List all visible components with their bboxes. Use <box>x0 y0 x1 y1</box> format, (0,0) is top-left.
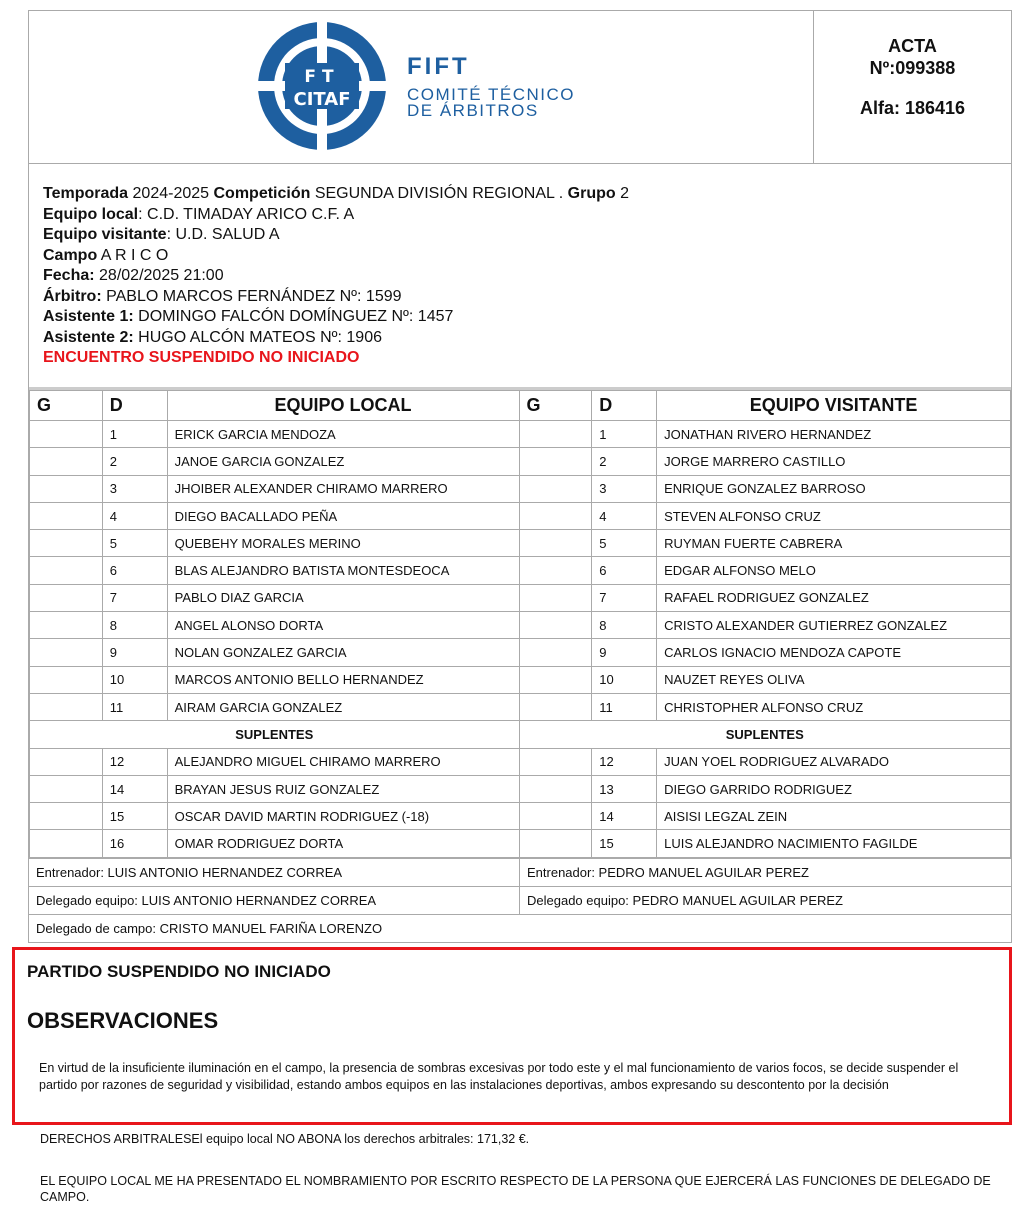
local-team-line: Equipo local: C.D. TIMADAY ARICO C.F. A <box>43 205 355 223</box>
logo-text-top: FT <box>304 67 340 87</box>
local-coach: Entrenador: LUIS ANTONIO HERNANDEZ CORREA <box>29 859 520 886</box>
local-dorsal: 15 <box>102 803 167 830</box>
visitor-player-name: AISISI LEGZAL ZEIN <box>657 803 1011 830</box>
local-dorsal: 12 <box>102 748 167 775</box>
visitor-g-cell <box>519 448 592 475</box>
visitor-dorsal: 9 <box>592 639 657 666</box>
visitor-player-name: JUAN YOEL RODRIGUEZ ALVARADO <box>657 748 1011 775</box>
visitor-g-cell <box>519 502 592 529</box>
acta-title: ACTA <box>888 36 937 56</box>
local-dorsal: 4 <box>102 502 167 529</box>
visitor-dorsal: 13 <box>592 775 657 802</box>
document-header <box>29 11 1011 164</box>
col-g-visitor: G <box>519 391 592 421</box>
local-g-cell <box>30 775 103 802</box>
visitor-player-name: NAUZET REYES OLIVA <box>657 666 1011 693</box>
local-dorsal: 6 <box>102 557 167 584</box>
visitor-player-name: ENRIQUE GONZALEZ BARROSO <box>657 475 1011 502</box>
date-line: Fecha: 28/02/2025 21:00 <box>43 267 224 284</box>
visitor-dorsal: 10 <box>592 666 657 693</box>
table-row <box>30 448 1011 475</box>
col-d-visitor: D <box>592 391 657 421</box>
local-dorsal: 9 <box>102 639 167 666</box>
local-dorsal: 5 <box>102 530 167 557</box>
observations-box <box>12 947 1012 1125</box>
table-row <box>30 693 1011 720</box>
local-player-name: JHOIBER ALEXANDER CHIRAMO MARRERO <box>167 475 519 502</box>
acta-document <box>28 10 1012 943</box>
local-player-name: JANOE GARCIA GONZALEZ <box>167 448 519 475</box>
local-g-cell <box>30 530 103 557</box>
local-g-cell <box>30 803 103 830</box>
local-subs-label: SUPLENTES <box>30 721 520 748</box>
fees-note: DERECHOS ARBITRALESEl equipo local NO ABONA los derechos arbitrales: 171,32 €. <box>40 1132 530 1146</box>
delegate-row <box>29 886 1011 914</box>
starters-body <box>30 421 1011 721</box>
table-row <box>30 530 1011 557</box>
visitor-player-name: JONATHAN RIVERO HERNANDEZ <box>657 421 1011 448</box>
match-info <box>29 164 1011 390</box>
table-row <box>30 502 1011 529</box>
visitor-dorsal: 1 <box>592 421 657 448</box>
local-player-name: OSCAR DAVID MARTIN RODRIGUEZ (-18) <box>167 803 519 830</box>
visitor-dorsal: 15 <box>592 830 657 857</box>
local-g-cell <box>30 639 103 666</box>
season-line: Temporada 2024-2025 Competición SEGUNDA DIVISIÓN REGIONAL . Grupo 2 <box>43 185 629 202</box>
table-row <box>30 775 1011 802</box>
field-delegate-row <box>29 914 1011 942</box>
local-player-name: NOLAN GONZALEZ GARCIA <box>167 639 519 666</box>
lineup-header-row <box>30 391 1011 421</box>
local-dorsal: 7 <box>102 584 167 611</box>
local-g-cell <box>30 421 103 448</box>
visitor-g-cell <box>519 475 592 502</box>
visitor-dorsal: 6 <box>592 557 657 584</box>
local-player-name: PABLO DIAZ GARCIA <box>167 584 519 611</box>
local-player-name: OMAR RODRIGUEZ DORTA <box>167 830 519 857</box>
visitor-player-name: EDGAR ALFONSO MELO <box>657 557 1011 584</box>
local-delegate: Delegado equipo: LUIS ANTONIO HERNANDEZ CORREA <box>29 887 520 914</box>
local-team-header: EQUIPO LOCAL <box>167 391 519 421</box>
visitor-player-name: RUYMAN FUERTE CABRERA <box>657 530 1011 557</box>
observations-status: PARTIDO SUSPENDIDO NO INICIADO <box>27 962 331 981</box>
visitor-g-cell <box>519 775 592 802</box>
visitor-g-cell <box>519 421 592 448</box>
table-row <box>30 475 1011 502</box>
col-d-local: D <box>102 391 167 421</box>
visitor-g-cell <box>519 803 592 830</box>
local-g-cell <box>30 666 103 693</box>
observations-title: OBSERVACIONES <box>27 1008 219 1033</box>
field-delegate: Delegado de campo: CRISTO MANUEL FARIÑA LORENZO <box>36 920 383 936</box>
lineup-table <box>29 390 1011 858</box>
local-player-name: BRAYAN JESUS RUIZ GONZALEZ <box>167 775 519 802</box>
coach-row <box>29 858 1011 886</box>
local-player-name: AIRAM GARCIA GONZALEZ <box>167 693 519 720</box>
table-row <box>30 421 1011 448</box>
local-dorsal: 1 <box>102 421 167 448</box>
local-player-name: ERICK GARCIA MENDOZA <box>167 421 519 448</box>
table-row <box>30 557 1011 584</box>
acta-id-block <box>814 11 1011 163</box>
visitor-g-cell <box>519 666 592 693</box>
visitor-g-cell <box>519 584 592 611</box>
referee-line: Árbitro: PABLO MARCOS FERNÁNDEZ Nº: 1599 <box>43 287 402 305</box>
local-player-name: DIEGO BACALLADO PEÑA <box>167 502 519 529</box>
table-row <box>30 584 1011 611</box>
local-dorsal: 2 <box>102 448 167 475</box>
delegate-note: EL EQUIPO LOCAL ME HA PRESENTADO EL NOMBRAMIENTO POR ESCRITO RESPECTO DE LA PERSONA QUE EJERCERÁ LAS FUNCIONES DE DELEGADO DE CAMPO. <box>40 1174 991 1204</box>
acta-number: Nº:099388 <box>869 58 956 78</box>
local-g-cell <box>30 748 103 775</box>
subs-header-row <box>30 721 1011 748</box>
visitor-player-name: RAFAEL RODRIGUEZ GONZALEZ <box>657 584 1011 611</box>
visitor-player-name: JORGE MARRERO CASTILLO <box>657 448 1011 475</box>
visitor-player-name: STEVEN ALFONSO CRUZ <box>657 502 1011 529</box>
visitor-g-cell <box>519 612 592 639</box>
local-player-name: ALEJANDRO MIGUEL CHIRAMO MARRERO <box>167 748 519 775</box>
org-subtitle-2: DE ÁRBITROS <box>407 101 539 120</box>
observations-text: En virtud de la insuficiente iluminación en el campo, la presencia de sombras excesivas por todo este y el mal funcionamiento de varios focos, se decide suspender el partido por razones de seguridad y visibilidad, estando ambos equipos en las instalaciones deportivas, ambos expresando su descontento por la decisión <box>39 1061 959 1092</box>
visitor-g-cell <box>519 557 592 584</box>
ctaf-logo <box>255 19 389 153</box>
visitor-dorsal: 8 <box>592 612 657 639</box>
subs-body <box>30 748 1011 857</box>
visitor-dorsal: 4 <box>592 502 657 529</box>
table-row <box>30 666 1011 693</box>
local-dorsal: 8 <box>102 612 167 639</box>
visitor-coach: Entrenador: PEDRO MANUEL AGUILAR PEREZ <box>527 864 810 880</box>
visitor-player-name: CRISTO ALEXANDER GUTIERREZ GONZALEZ <box>657 612 1011 639</box>
local-g-cell <box>30 557 103 584</box>
visitor-dorsal: 12 <box>592 748 657 775</box>
visitor-g-cell <box>519 530 592 557</box>
org-header <box>29 11 814 163</box>
local-g-cell <box>30 448 103 475</box>
local-g-cell <box>30 502 103 529</box>
local-dorsal: 10 <box>102 666 167 693</box>
local-player-name: BLAS ALEJANDRO BATISTA MONTESDEOCA <box>167 557 519 584</box>
local-dorsal: 11 <box>102 693 167 720</box>
visitor-dorsal: 2 <box>592 448 657 475</box>
visitor-subs-label: SUPLENTES <box>519 721 1011 748</box>
visitor-player-name: CHRISTOPHER ALFONSO CRUZ <box>657 693 1011 720</box>
logo-text-bottom: CITAF <box>293 89 351 110</box>
local-g-cell <box>30 475 103 502</box>
org-title-block <box>407 53 575 119</box>
visitor-g-cell <box>519 830 592 857</box>
local-player-name: QUEBEHY MORALES MERINO <box>167 530 519 557</box>
visitor-dorsal: 5 <box>592 530 657 557</box>
visitor-dorsal: 7 <box>592 584 657 611</box>
col-g-local: G <box>30 391 103 421</box>
assistant2-line: Asistente 2: HUGO ALCÓN MATEOS Nº: 1906 <box>43 328 382 346</box>
assistant1-line: Asistente 1: DOMINGO FALCÓN DOMÍNGUEZ Nº: 1457 <box>43 308 454 325</box>
table-row <box>30 612 1011 639</box>
visitor-dorsal: 14 <box>592 803 657 830</box>
match-status: ENCUENTRO SUSPENDIDO NO INICIADO <box>43 349 360 366</box>
visitor-g-cell <box>519 693 592 720</box>
field-line: Campo A R I C O <box>43 246 169 264</box>
visitor-g-cell <box>519 748 592 775</box>
table-row <box>30 803 1011 830</box>
visitor-team-header: EQUIPO VISITANTE <box>657 391 1011 421</box>
local-player-name: ANGEL ALONSO DORTA <box>167 612 519 639</box>
local-g-cell <box>30 584 103 611</box>
visitor-player-name: DIEGO GARRIDO RODRIGUEZ <box>657 775 1011 802</box>
local-g-cell <box>30 830 103 857</box>
visitor-dorsal: 3 <box>592 475 657 502</box>
visitor-player-name: LUIS ALEJANDRO NACIMIENTO FAGILDE <box>657 830 1011 857</box>
table-row <box>30 748 1011 775</box>
table-row <box>30 830 1011 857</box>
local-g-cell <box>30 693 103 720</box>
visitor-player-name: CARLOS IGNACIO MENDOZA CAPOTE <box>657 639 1011 666</box>
local-dorsal: 16 <box>102 830 167 857</box>
org-name: FIFT <box>407 53 470 80</box>
local-player-name: MARCOS ANTONIO BELLO HERNANDEZ <box>167 666 519 693</box>
visitor-dorsal: 11 <box>592 693 657 720</box>
local-g-cell <box>30 612 103 639</box>
visitor-g-cell <box>519 639 592 666</box>
visitor-team-line: Equipo visitante: U.D. SALUD A <box>43 226 280 243</box>
local-dorsal: 14 <box>102 775 167 802</box>
org-subtitle-1: COMITÉ TÉCNICO <box>407 85 576 104</box>
visitor-delegate: Delegado equipo: PEDRO MANUEL AGUILAR PEREZ <box>527 892 843 908</box>
alfa-code: Alfa: 186416 <box>859 98 966 118</box>
table-row <box>30 639 1011 666</box>
local-dorsal: 3 <box>102 475 167 502</box>
